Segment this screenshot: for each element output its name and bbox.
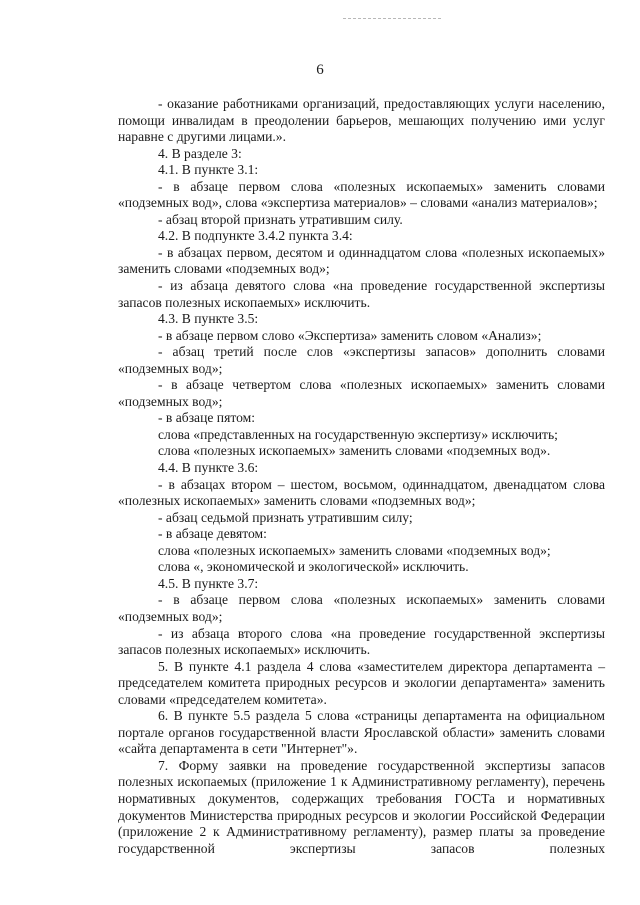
paragraph: 4.1. В пункте 3.1: [158, 162, 259, 178]
paragraph: 4.2. В подпункте 3.4.2 пункта 3.4: [158, 228, 353, 244]
paragraph: 4.3. В пункте 3.5: [158, 311, 259, 327]
paragraph: 4.5. В пункте 3.7: [158, 575, 259, 591]
paragraph: слова «полезных ископаемых» заменить словами «подземных вод»; [158, 542, 551, 558]
paragraph: 4.4. В пункте 3.6: [158, 460, 259, 476]
paragraph: 7. Форму заявки на проведение государственной экспертизы запасов полезных ископаемых (приложение 1 к Административному регламенту), перечень нормативных документов, содержащих требования ГОСТа и нормативных документов Министерства природных ресурсов и экологии Российской Федерации (приложение 2 к Административному регламенту), размер платы за проведение государственной экспертизы запасов полезных [118, 757, 605, 856]
document-body [118, 96, 605, 857]
paragraph: - абзац седьмой признать утратившим силу; [158, 509, 413, 525]
paragraph: - в абзацах первом, десятом и одиннадцатом слова «полезных ископаемых» заменить словами «подземных вод»; [118, 244, 605, 277]
paragraph: - из абзаца второго слова «на проведение государственной экспертизы запасов полезных ископаемых» исключить. [118, 625, 605, 658]
paragraph: слова «, экономической и экологической» исключить. [158, 559, 469, 575]
paragraph: - в абзаце первом слова «полезных ископаемых» заменить словами «подземных вод», слова «экспертиза материалов» – словами «анализ материалов»; [118, 178, 605, 211]
paragraph: - в абзаце первом слово «Экспертиза» заменить словом «Анализ»; [158, 327, 542, 343]
paragraph: - абзац третий после слов «экспертизы запасов» дополнить словами «подземных вод»; [118, 344, 605, 376]
paragraph: 5. В пункте 4.1 раздела 4 слова «заместителем директора департамента – председателем комитета природных ресурсов и экологии департамента» заменить словами «председателем комитета». [118, 658, 605, 707]
paragraph: - в абзацах втором – шестом, восьмом, одиннадцатом, двенадцатом слова «полезных ископаемых» заменить словами «подземных вод»; [118, 476, 605, 509]
page-number: 6 [316, 62, 324, 78]
paragraph: слова «полезных ископаемых» заменить словами «подземных вод». [158, 443, 551, 459]
paragraph: 4. В разделе 3: [158, 145, 242, 161]
paragraph: - в абзаце первом слова «полезных ископаемых» заменить словами «подземных вод»; [118, 592, 605, 624]
paragraph: слова «представленных на государственную экспертизу» исключить; [158, 426, 558, 442]
header-rule [343, 18, 441, 19]
paragraph: - из абзаца девятого слова «на проведение государственной экспертизы запасов полезных ископаемых» исключить. [118, 278, 605, 310]
paragraph: - оказание работниками организаций, предоставляющих услуги населению, помощи инвалидам в преодолении барьеров, мешающих получению ими услуг наравне с другими лицами.». [118, 96, 605, 145]
paragraph: 6. В пункте 5.5 раздела 5 слова «страницы департамента на официальном портале органов государственной власти Ярославской области» заменить словами «сайта департамента в сети "Интернет"». [118, 708, 605, 757]
paragraph: - в абзаце четвертом слова «полезных ископаемых» заменить словами «подземных вод»; [118, 377, 605, 409]
paragraph: - абзац второй признать утратившим силу. [158, 211, 403, 227]
paragraph: - в абзаце девятом: [158, 526, 267, 542]
paragraph: - в абзаце пятом: [158, 410, 256, 426]
